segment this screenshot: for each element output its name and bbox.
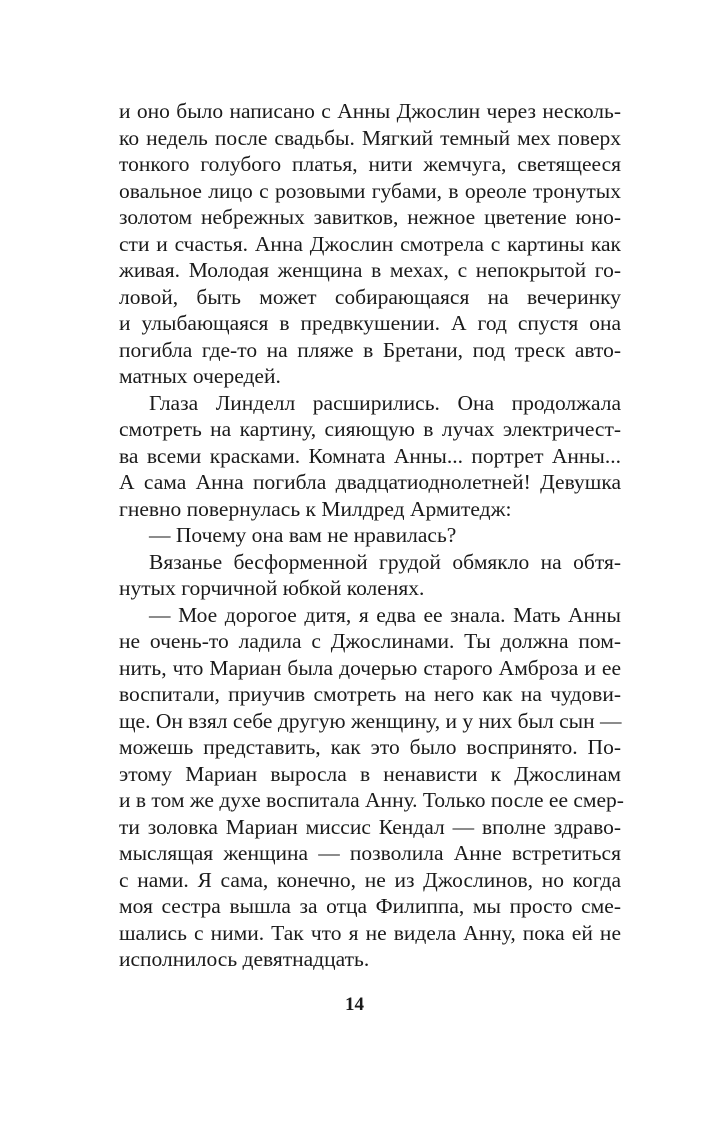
- text-line: золотом небрежных завитков, нежное цветение юно-: [119, 205, 621, 229]
- text-line: и улыбающаяся в предвкушении. А год спустя она: [119, 311, 621, 335]
- book-page-text: [119, 98, 624, 973]
- text-line: моя сестра вышла за отца Филиппа, мы просто сме-: [119, 894, 621, 918]
- text-line: нутых горчичной юбкой коленях.: [119, 576, 425, 600]
- text-line: тонкого голубого платья, нити жемчуга, светящееся: [119, 152, 621, 176]
- text-line: матных очередей.: [119, 364, 281, 388]
- text-line: смотреть на картину, сияющую в лучах электричест-: [119, 417, 621, 441]
- text-line: ко недель после свадьбы. Мягкий темный мех поверх: [119, 125, 621, 150]
- paragraph: [119, 390, 621, 523]
- text-line: воспитали, приучив смотреть на него как на чудови-: [119, 682, 621, 706]
- text-line: овальное лицо с розовыми губами, в ореоле тронутых: [119, 178, 621, 203]
- text-line: Вязанье бесформенной грудой обмякло на обтя-: [149, 549, 621, 574]
- text-line: ти золовка Мариан миссис Кендал — вполне здраво-: [119, 814, 621, 839]
- paragraph: [119, 522, 621, 549]
- text-line: можешь представить, как это было воспринято. По-: [119, 735, 621, 759]
- paragraph: [119, 602, 624, 973]
- text-line: шались с ними. Так что я не видела Анну, пока ей не: [119, 920, 621, 945]
- text-line: и оно было написано с Анны Джослин через несколь-: [119, 99, 621, 123]
- text-line: погибла где-то на пляже в Бретани, под треск авто-: [119, 337, 621, 362]
- paragraph: [119, 549, 621, 602]
- text-line: ще. Он взял себе другую женщину, и у них был сын —: [119, 708, 622, 733]
- text-line: — Мое дорогое дитя, я едва ее знала. Мать Анны: [149, 602, 621, 627]
- text-line: с нами. Я сама, конечно, не из Джослинов, но когда: [119, 867, 621, 892]
- text-line: нить, что Мариан была дочерью старого Амброза и ее: [119, 655, 621, 680]
- text-line: этому Мариан выросла в ненависти к Джослинам: [119, 761, 621, 786]
- page-number: 14: [345, 994, 364, 1015]
- text-line: — Почему она вам не нравилась?: [149, 523, 457, 547]
- text-line: гневно повернулась к Милдред Армитедж:: [119, 496, 512, 521]
- text-line: и в том же духе воспитала Анну. Только после ее смер-: [119, 788, 624, 812]
- paragraph: [119, 98, 621, 390]
- text-line: мыслящая женщина — позволила Анне встретиться: [119, 841, 621, 865]
- text-line: сти и счастья. Анна Джослин смотрела с картины как: [119, 231, 621, 256]
- text-line: ва всеми красками. Комната Анны... портрет Анны...: [119, 443, 621, 468]
- text-line: ловой, быть может собирающаяся на вечеринку: [119, 284, 621, 309]
- text-line: живая. Молодая женщина в мехах, с непокрытой го-: [119, 258, 621, 282]
- text-line: Глаза Линделл расширились. Она продолжала: [149, 390, 621, 415]
- text-line: не очень-то ладила с Джослинами. Ты должна пом-: [119, 629, 621, 653]
- text-line: А сама Анна погибла двадцатиоднолетней! Девушка: [119, 470, 621, 494]
- text-line: исполнилось девятнадцать.: [119, 947, 370, 971]
